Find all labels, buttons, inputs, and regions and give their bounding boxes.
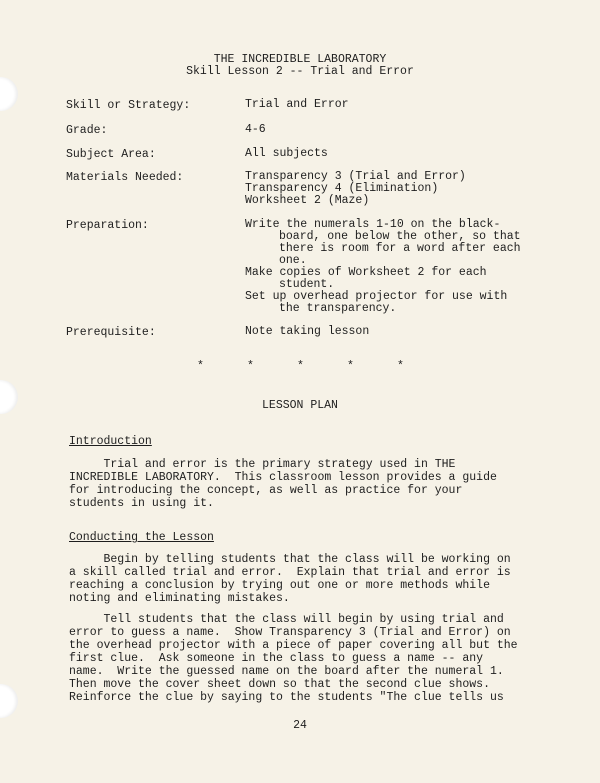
paragraph-line: Tell students that the class will begin by using trial and	[69, 613, 504, 626]
field-label-prerequisite: Prerequisite:	[66, 326, 156, 339]
field-value-line: one.	[279, 254, 307, 267]
field-value-subject	[245, 148, 328, 160]
section-heading-introduction: Introduction	[69, 435, 152, 448]
field-value-preparation	[245, 219, 521, 315]
field-value-prerequisite	[245, 326, 369, 338]
paragraph	[69, 458, 497, 510]
punch-hole	[0, 684, 18, 718]
divider-star: *	[397, 360, 404, 373]
field-value-line: Worksheet 2 (Maze)	[245, 194, 370, 207]
paragraph-line: noting and eliminating mistakes.	[69, 592, 290, 605]
field-value-line: board, one below the other, so that	[279, 230, 521, 243]
document-subtitle: Skill Lesson 2 -- Trial and Error	[186, 65, 414, 78]
paragraph-line: error to guess a name. Show Transparency 3 (Trial and Error) on	[69, 626, 511, 639]
paragraph-line: Begin by telling students that the class will be working on	[69, 553, 511, 566]
divider-star: *	[297, 360, 304, 373]
field-label-preparation: Preparation:	[66, 219, 149, 232]
page-number: 24	[293, 719, 307, 732]
paragraph-line: Trial and error is the primary strategy used in THE	[69, 458, 456, 471]
paragraph-line: a skill called trial and error. Explain that trial and error is	[69, 566, 511, 579]
field-value-line: Trial and Error	[245, 98, 349, 111]
field-label-skill: Skill or Strategy:	[66, 99, 191, 112]
paragraph-line: name. Write the guessed name on the board after the numeral 1.	[69, 665, 504, 678]
punch-hole	[0, 77, 18, 111]
field-value-line: Write the numerals 1-10 on the black-	[245, 218, 501, 231]
divider-star: *	[197, 360, 204, 373]
field-value-line: Transparency 3 (Trial and Error)	[245, 170, 466, 183]
field-value-grade	[245, 124, 266, 136]
field-label-grade: Grade:	[66, 124, 108, 137]
paragraph-line: INCREDIBLE LABORATORY. This classroom lesson provides a guide	[69, 471, 497, 484]
paragraph-line: students in using it.	[69, 497, 214, 510]
paragraph-line: Then move the cover sheet down so that the second clue shows.	[69, 678, 490, 691]
field-value-line: Transparency 4 (Elimination)	[245, 182, 439, 195]
field-value-line: student.	[279, 278, 335, 291]
field-value-line: Note taking lesson	[245, 325, 370, 338]
field-value-line: 4-6	[245, 123, 266, 136]
field-value-line: the transparency.	[279, 302, 397, 315]
paragraph-line: the overhead projector with a piece of paper covering all but the	[69, 639, 518, 652]
paragraph-line: first clue. Ask someone in the class to guess a name -- any	[69, 652, 484, 665]
field-value-line: there is room for a word after each	[279, 242, 521, 255]
divider-star: *	[247, 360, 254, 373]
field-value-line: Set up overhead projector for use with	[245, 290, 508, 303]
paragraph-line: Reinforce the clue by saying to the students "The clue tells us	[69, 691, 504, 704]
paragraph	[69, 553, 511, 605]
field-label-subject: Subject Area:	[66, 148, 156, 161]
document-title: THE INCREDIBLE LABORATORY	[213, 53, 387, 66]
field-value-materials	[245, 171, 466, 207]
paragraph-line: reaching a conclusion by trying out one or more methods while	[69, 579, 490, 592]
field-value-line: Make copies of Worksheet 2 for each	[245, 266, 487, 279]
lesson-plan-title: LESSON PLAN	[262, 399, 338, 412]
paragraph	[69, 613, 518, 704]
field-value-line: All subjects	[245, 147, 328, 160]
paragraph-line: for introducing the concept, as well as practice for your	[69, 484, 463, 497]
divider-star: *	[347, 360, 354, 373]
section-heading-conducting: Conducting the Lesson	[69, 531, 214, 544]
field-label-materials: Materials Needed:	[66, 171, 184, 184]
field-value-skill	[245, 99, 349, 111]
